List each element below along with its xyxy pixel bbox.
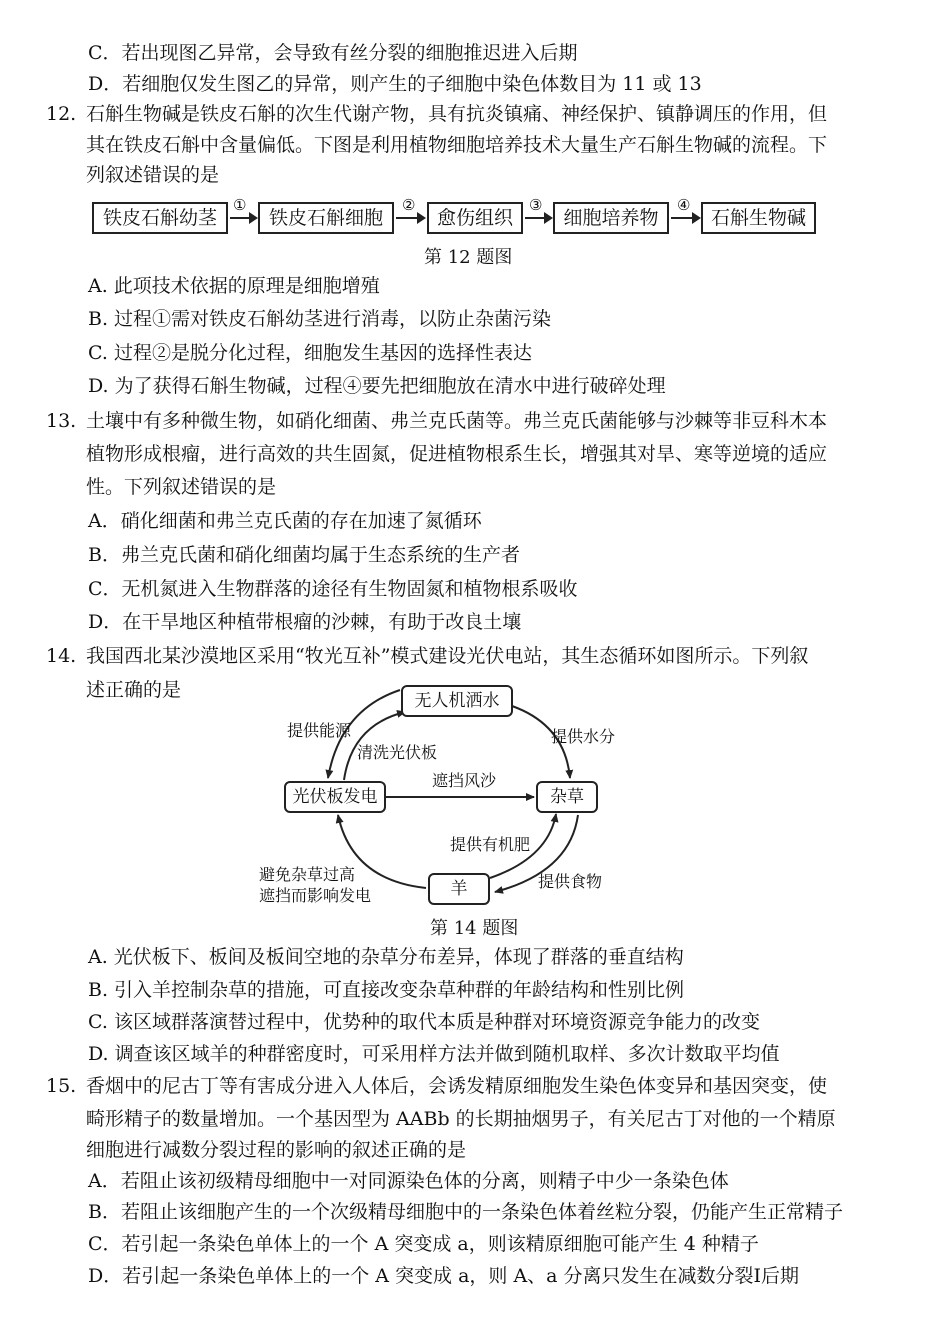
q14-number: 14. — [46, 645, 77, 667]
q13-stem-line-2: 植物形成根瘤，进行高效的共生固氮，促进植物根系生长，增强其对旱、寒等逆境的适应 — [86, 443, 828, 465]
prev-option-c: C．若出现图乙异常，会导致有丝分裂的细胞推迟进入后期 — [88, 42, 578, 64]
flow-arrow-3 — [525, 217, 551, 219]
flow-step-1: ① — [233, 196, 247, 214]
q14-option-a: A. 光伏板下、板间及板间空地的杂草分布差异，体现了群落的垂直结构 — [88, 946, 684, 968]
flow-arrow-1 — [230, 217, 256, 219]
q12-option-b: B. 过程①需对铁皮石斛幼茎进行消毒，以防止杂菌污染 — [88, 308, 552, 330]
label-provide-energy: 提供能源 — [287, 721, 352, 740]
flow-step-3: ③ — [529, 196, 543, 214]
flow-box-callus: 愈伤组织 — [427, 202, 523, 234]
q14-option-d: D. 调查该区域羊的种群密度时，可采用样方法并做到随机取样、多次计数取平均值 — [88, 1043, 780, 1065]
label-provide-water: 提供水分 — [551, 727, 616, 746]
q13-stem-line-1: 土壤中有多种微生物，如硝化细菌、弗兰克氏菌等。弗兰克氏菌能够与沙棘等非豆科木本 — [86, 410, 828, 432]
q14-stem-line-2: 述正确的是 — [86, 679, 182, 701]
q13-stem-line-3: 性。下列叙述错误的是 — [86, 476, 277, 498]
flow-box-young-stem: 铁皮石斛幼茎 — [92, 202, 228, 234]
q12-option-a: A. 此项技术依据的原理是细胞增殖 — [88, 275, 380, 297]
q14-stem-line-1: 我国西北某沙漠地区采用“牧光互补”模式建设光伏电站，其生态循环如图所示。下列叙 — [86, 645, 809, 667]
flow-box-alkaloid: 石斛生物碱 — [701, 202, 816, 234]
q12-option-d: D. 为了获得石斛生物碱，过程④要先把细胞放在清水中进行破碎处理 — [88, 375, 666, 397]
q12-figure-caption: 第 12 题图 — [424, 247, 513, 268]
flow-box-cells: 铁皮石斛细胞 — [258, 202, 394, 234]
label-avoid-weeds-line-2: 遮挡而影响发电 — [259, 886, 372, 905]
q15-stem-line-3: 细胞进行减数分裂过程的影响的叙述正确的是 — [86, 1139, 467, 1161]
q12-stem-line-1: 石斛生物碱是铁皮石斛的次生代谢产物，具有抗炎镇痛、神经保护、镇静调压的作用，但 — [86, 103, 828, 125]
label-provide-fertilizer: 提供有机肥 — [450, 835, 531, 854]
q14-figure-caption: 第 14 题图 — [430, 918, 519, 939]
q13-option-a: A．硝化细菌和弗兰克氏菌的存在加速了氮循环 — [88, 510, 482, 532]
label-block-sand: 遮挡风沙 — [432, 771, 497, 790]
flow-box-culture: 细胞培养物 — [553, 202, 669, 234]
node-sheep: 羊 — [428, 873, 490, 905]
q13-number: 13. — [46, 410, 77, 432]
bottom-crop-edge — [0, 1330, 950, 1344]
q12-number: 12. — [46, 103, 77, 125]
q15-number: 15. — [46, 1075, 77, 1097]
top-crop-edge — [0, 0, 950, 14]
q14-option-c: C. 该区域群落演替过程中，优势种的取代本质是种群对环境资源竞争能力的改变 — [88, 1011, 760, 1033]
q15-stem-line-2: 畸形精子的数量增加。一个基因型为 AABb 的长期抽烟男子，有关尼古丁对他的一个精原 — [86, 1108, 836, 1130]
q15-stem-line-1: 香烟中的尼古丁等有害成分进入人体后，会诱发精原细胞发生染色体变异和基因突变，使 — [86, 1075, 828, 1097]
label-avoid-weeds-line-1: 避免杂草过高 — [259, 865, 356, 884]
q13-option-b: B．弗兰克氏菌和硝化细菌均属于生态系统的生产者 — [88, 544, 520, 566]
q15-option-c: C．若引起一条染色单体上的一个 A 突变成 a，则该精原细胞可能产生 4 种精子 — [88, 1233, 759, 1255]
q15-option-d: D．若引起一条染色单体上的一个 A 突变成 a，则 A、a 分离只发生在减数分裂Ⅰ后期 — [88, 1265, 800, 1287]
node-weeds: 杂草 — [536, 781, 598, 813]
flow-step-2: ② — [402, 196, 416, 214]
q12-option-c: C. 过程②是脱分化过程，细胞发生基因的选择性表达 — [88, 342, 532, 364]
prev-option-d: D．若细胞仅发生图乙的异常，则产生的子细胞中染色体数目为 11 或 13 — [88, 73, 702, 95]
flow-arrow-2 — [396, 217, 424, 219]
node-solar-power: 光伏板发电 — [284, 781, 386, 813]
flow-arrow-4 — [671, 217, 699, 219]
q13-option-c: C．无机氮进入生物群落的途径有生物固氮和植物根系吸收 — [88, 578, 578, 600]
q15-option-b: B．若阻止该细胞产生的一个次级精母细胞中的一条染色体着丝粒分裂，仍能产生正常精子 — [88, 1201, 843, 1223]
label-clean-panels: 清洗光伏板 — [357, 743, 438, 762]
q14-option-b: B. 引入羊控制杂草的措施，可直接改变杂草种群的年龄结构和性别比例 — [88, 979, 685, 1001]
flow-step-4: ④ — [677, 196, 691, 214]
node-drone-watering: 无人机洒水 — [401, 685, 513, 717]
q15-option-a: A．若阻止该初级精母细胞中一对同源染色体的分离，则精子中少一条染色体 — [88, 1170, 729, 1192]
q12-stem-line-2: 其在铁皮石斛中含量偏低。下图是利用植物细胞培养技术大量生产石斛生物碱的流程。下 — [86, 134, 828, 156]
label-provide-food: 提供食物 — [538, 872, 603, 891]
q13-option-d: D．在干旱地区种植带根瘤的沙棘，有助于改良土壤 — [88, 611, 522, 633]
q12-stem-line-3: 列叙述错误的是 — [86, 164, 220, 186]
